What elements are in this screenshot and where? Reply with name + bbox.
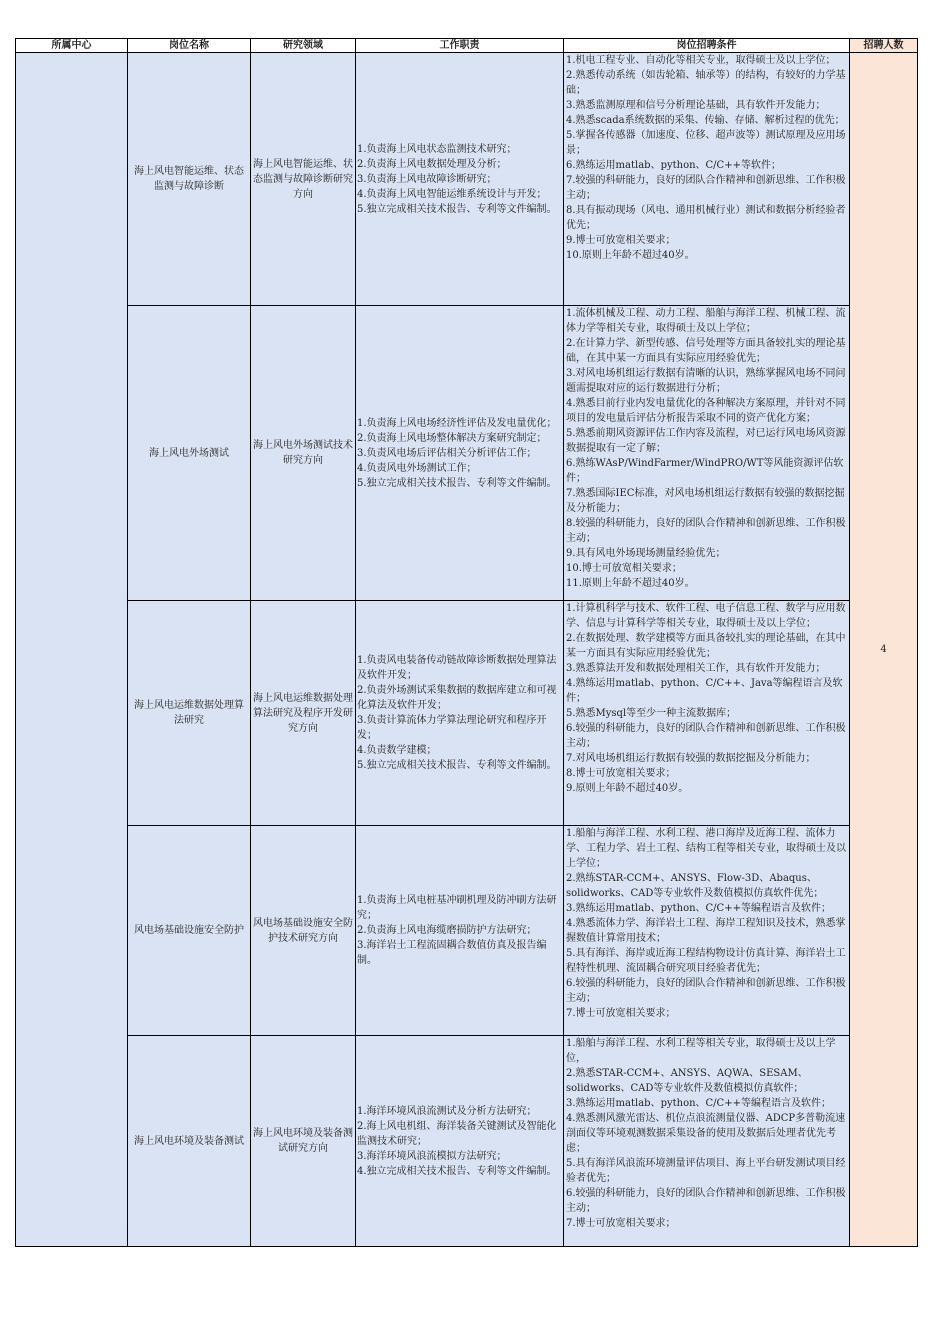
header-field: 研究领域 [250, 38, 356, 53]
requirement-item: 10.博士可放宽相关要求； [566, 563, 682, 574]
duty-item: 4.负责海上风电智能运维系统设计与开发； [357, 188, 547, 200]
requirement-item: 4.熟悉测风激光雷达、机位点浪流测量仪器、ADCP多普勒流速剖面仪等环境观测数据采集设备的使用及数据后处理者优先考虑； [566, 1113, 846, 1154]
duty-item: 1.负责海上风电桩基冲刷机理及防冲刷方法研究； [357, 895, 557, 921]
duty-item: 4.独立完成相关技术报告、专利等文件编制。 [357, 1165, 557, 1177]
position-name-cell: 海上风电环境及装备测试 [127, 1035, 251, 1247]
position-name-cell: 风电场基础设施安全防护 [127, 825, 251, 1036]
requirement-item: 5.具有海洋、海岸或近海工程结构物设计仿真计算、海洋岩土工程特性机理、流固耦合研究项目经验者优先； [566, 948, 846, 974]
requirement-item: 3.熟悉监测原理和信号分析理论基础，具有软件开发能力； [566, 100, 826, 111]
duty-item: 5.独立完成相关技术报告、专利等文件编制。 [357, 760, 557, 771]
requirement-item: 3.熟练运用matlab、python、C/C++等编程语言及软件； [566, 1098, 831, 1109]
requirement-item: 1.计算机科学与技术、软件工程、电子信息工程、数学与应用数学、信息与计算科学等相关专业，取得硕士及以上学位； [566, 603, 846, 629]
requirement-item: 7.较强的科研能力，良好的团队合作精神和创新思维、工作积极主动； [566, 175, 846, 201]
requirement-item: 8.博士可放宽相关要求； [566, 768, 676, 779]
requirement-item: 6.熟练WAsP/WindFarmer/WindPRO/WT等风能资源评估软件； [566, 458, 844, 484]
requirement-item: 4.熟练运用matlab、python、C/C++、Java等编程语言及软件； [566, 678, 843, 704]
requirement-item: 11.原则上年龄不超过40岁。 [566, 578, 695, 589]
header-center: 所属中心 [15, 38, 128, 53]
duties-cell [355, 52, 564, 306]
requirement-item: 6.较强的科研能力，良好的团队合作精神和创新思维、工作积极主动； [566, 723, 846, 749]
requirements-cell [563, 1035, 850, 1247]
requirement-item: 9.博士可放宽相关要求； [566, 235, 676, 246]
research-field-cell: 风电场基础设施安全防护技术研究方向 [250, 825, 356, 1036]
duty-item: 4.负责风电外场测试工作； [357, 462, 477, 474]
duty-item: 1.负责海上风电场经济性评估及发电量优化； [357, 417, 557, 429]
duty-item: 3.负责风电场后评估相关分析评估工作； [357, 447, 537, 459]
duty-item: 4.负责数学建模； [357, 745, 437, 756]
research-field-cell: 海上风电运维数据处理算法研究及程序开发研究方向 [250, 600, 356, 826]
requirement-item: 2.熟悉传动系统（如齿轮箱、轴承等）的结构，有较好的力学基础； [566, 70, 846, 96]
requirement-item: 1.船舶与海洋工程、水利工程等相关专业，取得硕士及以上学位， [566, 1038, 836, 1064]
requirement-item: 6.较强的科研能力，良好的团队合作精神和创新思维、工作积极主动； [566, 1188, 846, 1214]
duty-item: 2.负责海上风电场整体解决方案研究制定； [357, 432, 547, 444]
requirement-item: 1.流体机械及工程、动力工程、船舶与海洋工程、机械工程、流体力学等相关专业，取得硕士及以上学位； [566, 308, 846, 334]
requirement-item: 4.熟悉目前行业内发电量优化的各种解决方案原理，并针对不同项目的发电量后评估分析报告采取不同的资产优化方案； [566, 398, 846, 424]
headcount-cell: 4 [849, 52, 918, 1247]
duty-item: 1.负责风电装备传动链故障诊断数据处理算法及软件开发； [357, 655, 557, 681]
requirement-item: 7.熟悉国际IEC标准，对风电场机组运行数据有较强的数据挖掘及分析能力； [566, 488, 845, 514]
duty-item: 2.负责外场测试采集数据的数据库建立和可视化算法及软件开发； [357, 685, 557, 711]
requirement-item: 6.较强的科研能力，良好的团队合作精神和创新思维、工作积极主动； [566, 978, 846, 1004]
duty-item: 2.海上风电机组、海洋装备关键测试及智能化监测技术研究； [357, 1120, 557, 1147]
duty-item: 2.负责海上风电数据处理及分析； [357, 158, 507, 170]
requirement-item: 7.对风电场机组运行数据有较强的数据挖掘及分析能力； [566, 753, 816, 764]
center-cell [15, 52, 128, 1247]
header-headcount: 招聘人数 [849, 38, 918, 53]
duty-item: 1.海洋环境风浪流测试及分析方法研究； [357, 1105, 537, 1117]
requirements-cell [563, 52, 850, 306]
duty-item: 5.独立完成相关技术报告、专利等文件编制。 [357, 477, 557, 489]
research-field-cell: 海上风电外场测试技术研究方向 [250, 305, 356, 601]
duties-cell [355, 1035, 564, 1247]
requirement-item: 1.船舶与海洋工程、水利工程、港口海岸及近海工程、流体力学、工程力学、岩土工程、结构工程等相关专业，取得硕士及以上学位； [566, 828, 846, 869]
requirement-item: 9.原则上年龄不超过40岁。 [566, 783, 689, 794]
requirement-item: 8.较强的科研能力，良好的团队合作精神和创新思维、工作积极主动； [566, 518, 846, 544]
requirement-item: 5.熟悉前期风资源评估工作内容及流程，对已运行风电场风资源数据提取有一定了解； [566, 428, 846, 454]
header-position: 岗位名称 [127, 38, 251, 53]
position-name-cell: 海上风电运维数据处理算法研究 [127, 600, 251, 826]
requirement-item: 3.对风电场机组运行数据有清晰的认识，熟练掌握风电场不同问题需提取对应的运行数据进行分析； [566, 368, 846, 394]
duty-item: 5.独立完成相关技术报告、专利等文件编制。 [357, 203, 557, 215]
requirement-item: 8.具有振动现场（风电、通用机械行业）测试和数据分析经验者优先； [566, 205, 846, 231]
requirement-item: 1.机电工程专业、自动化等相关专业，取得硕士及以上学位； [566, 55, 836, 66]
requirement-item: 10.原则上年龄不超过40岁。 [566, 250, 695, 261]
duty-item: 3.海洋岩土工程流固耦合数值仿真及报告编制。 [357, 940, 547, 966]
requirement-item: 3.熟练运用matlab、python、C/C++等编程语言及软件； [566, 903, 831, 914]
requirement-item: 6.熟练运用matlab、python、C/C++等软件； [566, 160, 781, 171]
requirement-item: 9.具有风电外场现场测量经验优先； [566, 548, 726, 559]
duties-cell [355, 600, 564, 826]
duties-cell [355, 825, 564, 1036]
header-requirements: 岗位招聘条件 [563, 38, 850, 53]
requirement-item: 4.熟悉scada系统数据的采集、传输、存储、解析过程的优先； [566, 115, 845, 126]
research-field-cell: 海上风电智能运维、状态监测与故障诊断研究方向 [250, 52, 356, 306]
position-name-cell: 海上风电外场测试 [127, 305, 251, 601]
requirements-cell [563, 600, 850, 826]
duties-cell [355, 305, 564, 601]
requirement-item: 2.在数据处理、数学建模等方面具备较扎实的理论基础，在其中某一方面具有实际应用经验优先； [566, 633, 846, 659]
duty-item: 1.负责海上风电状态监测技术研究； [357, 143, 517, 155]
duty-item: 3.负责海上风电故障诊断研究； [357, 173, 497, 185]
requirement-item: 5.具有海洋风浪流环境测量评估项目、海上平台研发测试项目经验者优先； [566, 1158, 846, 1184]
requirement-item: 3.熟悉算法开发和数据处理相关工作，具有软件开发能力； [566, 663, 826, 674]
requirement-item: 2.在计算力学、新型传感、信号处理等方面具备较扎实的理论基础，在其中某一方面具有实际应用经验优先； [566, 338, 846, 364]
research-field-cell: 海上风电环境及装备测试研究方向 [250, 1035, 356, 1247]
duty-item: 3.海洋环境风浪流模拟方法研究； [357, 1150, 507, 1162]
requirement-item: 4.熟悉流体力学、海洋岩土工程、海岸工程知识及技术，熟悉掌握数值计算常用技术； [566, 918, 846, 944]
requirement-item: 7.博士可放宽相关要求； [566, 1218, 676, 1229]
requirements-cell [563, 305, 850, 601]
requirement-item: 2.熟练STAR-CCM+、ANSYS、Flow-3D、Abaqus、solidworks、CAD等专业软件及数值模拟仿真软件优先； [566, 873, 824, 899]
duty-item: 3.负责计算流体力学算法理论研究和程序开发； [357, 715, 547, 741]
requirements-cell [563, 825, 850, 1036]
position-name-cell: 海上风电智能运维、状态监测与故障诊断 [127, 52, 251, 306]
header-duties: 工作职责 [355, 38, 564, 53]
requirement-item: 5.掌握各传感器（加速度、位移、超声波等）测试原理及应用场景； [566, 130, 846, 156]
requirement-item: 2.熟悉STAR-CCM+、ANSYS、AQWA、SESAM、solidworks、CAD等专业软件及数值模拟仿真软件； [566, 1068, 808, 1094]
requirement-item: 7.博士可放宽相关要求； [566, 1008, 676, 1019]
requirement-item: 5.熟悉Mysql等至少一种主流数据库； [566, 708, 737, 719]
duty-item: 2.负责海上风电海缆磨损防护方法研究； [357, 925, 537, 936]
